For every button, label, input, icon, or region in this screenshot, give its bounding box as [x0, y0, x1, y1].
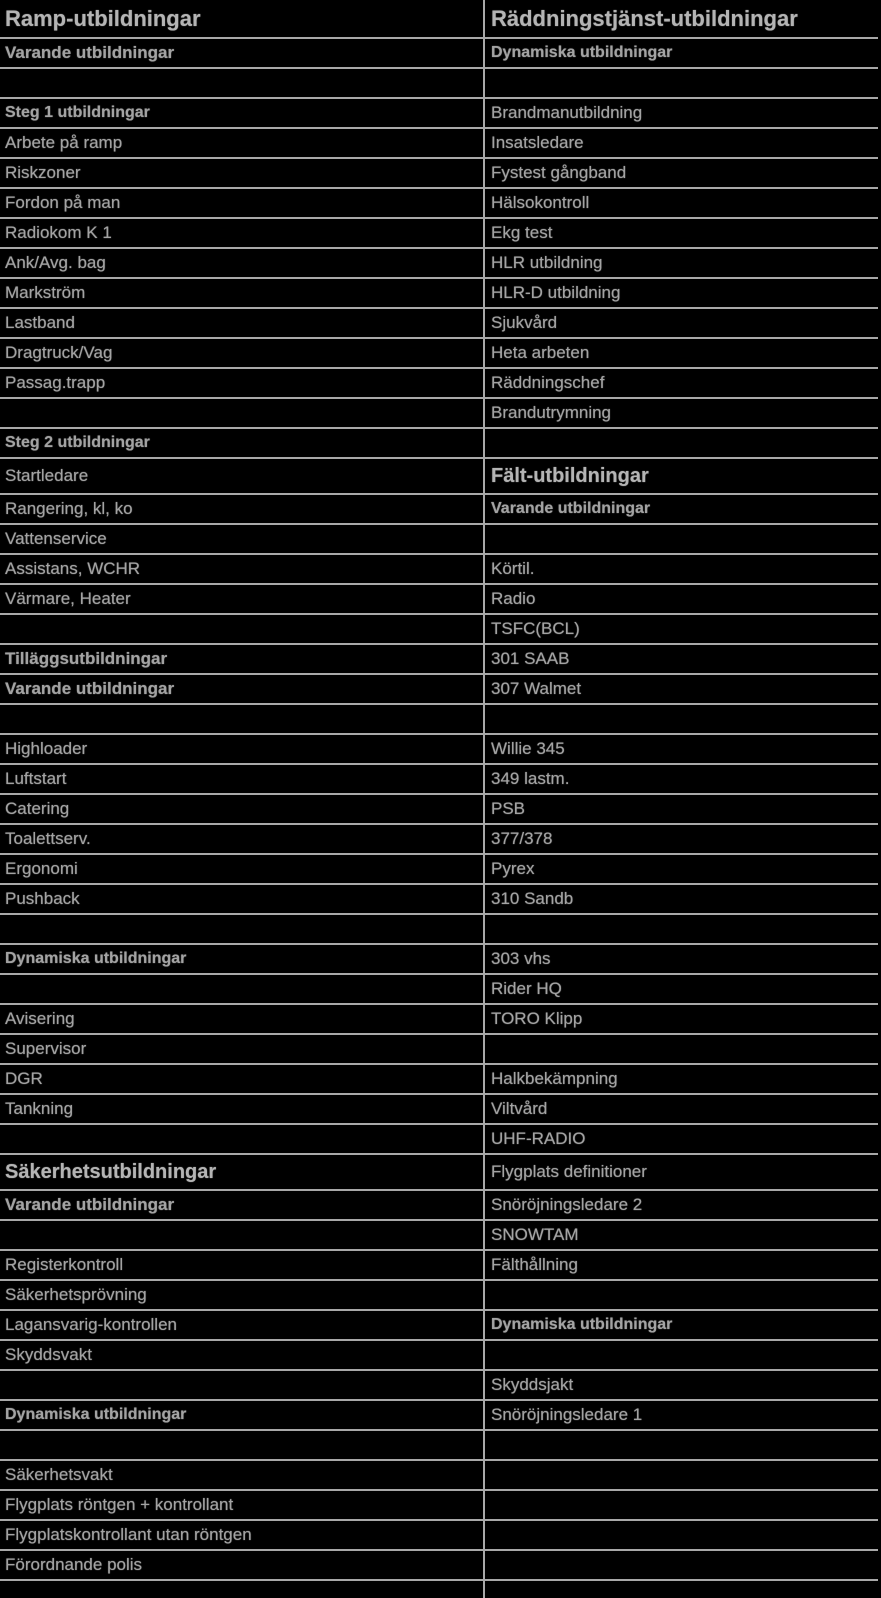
- left-cell-3: [0, 99, 483, 129]
- left-cell-4: [0, 129, 483, 159]
- left-cell-label: Varande utbildningar: [5, 43, 175, 62]
- left-cell-33: [0, 1005, 483, 1035]
- right-cell-20: [485, 615, 881, 645]
- right-cell-17: [485, 525, 881, 555]
- left-cell-50: [0, 1521, 483, 1551]
- right-cell-label: Viltvård: [491, 1099, 548, 1118]
- left-cell-label: Assistans, WCHR: [5, 559, 141, 578]
- right-cell-0: [485, 0, 881, 39]
- left-cell-2: [0, 69, 483, 99]
- right-cell-28: [485, 855, 881, 885]
- left-cell-10: [0, 309, 483, 339]
- left-cell-51: [0, 1551, 483, 1581]
- right-cell-14: [485, 429, 881, 459]
- left-cell-43: [0, 1311, 483, 1341]
- right-cell-label: Willie 345: [491, 739, 565, 758]
- right-cell-35: [485, 1065, 881, 1095]
- left-cell-26: [0, 795, 483, 825]
- right-cell-8: [485, 249, 881, 279]
- left-cell-label: Pushback: [5, 889, 80, 908]
- right-cell-15: [485, 459, 881, 495]
- right-cell-43: [485, 1311, 881, 1341]
- left-cell-38: [0, 1155, 483, 1191]
- left-cell-30: [0, 915, 483, 945]
- left-cell-label: Dynamiska utbildningar: [5, 950, 187, 967]
- right-cell-4: [485, 129, 881, 159]
- left-cell-label: Markström: [5, 283, 86, 302]
- left-cell-label: Skyddsvakt: [5, 1345, 92, 1364]
- left-cell-label: Luftstart: [5, 769, 67, 788]
- right-cell-16: [485, 495, 881, 525]
- left-cell-label: Supervisor: [5, 1039, 87, 1058]
- right-cell-label: Pyrex: [491, 859, 535, 878]
- right-cell-label: Snöröjningsledare 1: [491, 1405, 643, 1424]
- right-cell-34: [485, 1035, 881, 1065]
- right-cell-label: Dynamiska utbildningar: [491, 44, 673, 61]
- left-cell-label: Varande utbildningar: [5, 679, 175, 698]
- left-cell-label: Ank/Avg. bag: [5, 253, 106, 272]
- left-cell-label: Flygplats röntgen + kontrollant: [5, 1495, 234, 1514]
- right-cell-label: Snöröjningsledare 2: [491, 1195, 643, 1214]
- right-cell-9: [485, 279, 881, 309]
- left-cell-label: Dynamiska utbildningar: [5, 1406, 187, 1423]
- left-cell-19: [0, 585, 483, 615]
- left-cell-label: Arbete på ramp: [5, 133, 123, 152]
- left-cell-label: Catering: [5, 799, 70, 818]
- right-cell-48: [485, 1461, 881, 1491]
- left-cell-13: [0, 399, 483, 429]
- left-cell-label: Säkerhetsutbildningar: [5, 1160, 217, 1183]
- right-cell-label: 377/378: [491, 829, 553, 848]
- left-cell-37: [0, 1125, 483, 1155]
- right-cell-label: 310 Sandb: [491, 889, 574, 908]
- right-cell-label: Räddningstjänst-utbildningar: [491, 5, 798, 31]
- right-cell-label: Heta arbeten: [491, 343, 590, 362]
- left-cell-label: Radiokom K 1: [5, 223, 112, 242]
- left-cell-45: [0, 1371, 483, 1401]
- left-cell-label: Dragtruck/Vag: [5, 343, 113, 362]
- left-cell-label: DGR: [5, 1069, 43, 1088]
- left-cell-36: [0, 1095, 483, 1125]
- left-cell-32: [0, 975, 483, 1005]
- left-cell-label: Steg 2 utbildningar: [5, 434, 150, 451]
- right-cell-23: [485, 705, 881, 735]
- right-cell-11: [485, 339, 881, 369]
- left-cell-48: [0, 1461, 483, 1491]
- right-cell-label: HLR-D utbildning: [491, 283, 621, 302]
- right-cell-42: [485, 1281, 881, 1311]
- left-cell-35: [0, 1065, 483, 1095]
- left-cell-18: [0, 555, 483, 585]
- right-cell-30: [485, 915, 881, 945]
- right-cell-label: TORO Klipp: [491, 1009, 583, 1028]
- right-cell-label: Rider HQ: [491, 979, 562, 998]
- right-cell-label: Varande utbildningar: [491, 500, 651, 517]
- right-cell-label: Insatsledare: [491, 133, 584, 152]
- left-cell-21: [0, 645, 483, 675]
- right-cell-26: [485, 795, 881, 825]
- left-cell-34: [0, 1035, 483, 1065]
- left-cell-7: [0, 219, 483, 249]
- left-cell-label: Säkerhetsvakt: [5, 1465, 113, 1484]
- right-cell-47: [485, 1431, 881, 1461]
- right-cell-label: Räddningschef: [491, 373, 605, 392]
- right-cell-49: [485, 1491, 881, 1521]
- right-cell-3: [485, 99, 881, 129]
- left-cell-47: [0, 1431, 483, 1461]
- left-cell-29: [0, 885, 483, 915]
- left-cell-39: [0, 1191, 483, 1221]
- right-cell-label: Skyddsjakt: [491, 1375, 574, 1394]
- left-cell-label: Ramp-utbildningar: [5, 5, 201, 31]
- left-cell-25: [0, 765, 483, 795]
- right-cell-label: Sjukvård: [491, 313, 558, 332]
- right-cell-label: Brandutrymning: [491, 403, 612, 422]
- right-cell-13: [485, 399, 881, 429]
- right-cell-46: [485, 1401, 881, 1431]
- right-cell-label: TSFC(BCL): [491, 619, 580, 638]
- right-cell-label: Hälsokontroll: [491, 193, 590, 212]
- right-cell-10: [485, 309, 881, 339]
- left-cell-12: [0, 369, 483, 399]
- right-cell-22: [485, 675, 881, 705]
- right-cell-24: [485, 735, 881, 765]
- left-cell-17: [0, 525, 483, 555]
- left-cell-label: Toalettserv.: [5, 829, 91, 848]
- right-cell-label: 303 vhs: [491, 949, 551, 968]
- right-cell-40: [485, 1221, 881, 1251]
- left-cell-label: Highloader: [5, 739, 88, 758]
- left-cell-label: Förordnande polis: [5, 1555, 143, 1574]
- left-cell-label: Säkerhetsprövning: [5, 1285, 147, 1304]
- right-cell-33: [485, 1005, 881, 1035]
- left-cell-5: [0, 159, 483, 189]
- right-cell-label: Ekg test: [491, 223, 553, 242]
- left-cell-31: [0, 945, 483, 975]
- left-cell-label: Rangering, kl, ko: [5, 499, 133, 518]
- right-cell-51: [485, 1551, 881, 1581]
- left-cell-42: [0, 1281, 483, 1311]
- right-cell-38: [485, 1155, 881, 1191]
- right-cell-39: [485, 1191, 881, 1221]
- right-cell-37: [485, 1125, 881, 1155]
- right-cell-label: HLR utbildning: [491, 253, 603, 272]
- left-cell-24: [0, 735, 483, 765]
- left-cell-label: Varande utbildningar: [5, 1195, 175, 1214]
- right-cell-45: [485, 1371, 881, 1401]
- left-cell-28: [0, 855, 483, 885]
- right-cell-1: [485, 39, 881, 69]
- right-cell-label: Körtil.: [491, 559, 535, 578]
- right-cell-32: [485, 975, 881, 1005]
- right-cell-41: [485, 1251, 881, 1281]
- right-cell-44: [485, 1341, 881, 1371]
- left-cell-41: [0, 1251, 483, 1281]
- left-cell-0: [0, 0, 483, 39]
- left-cell-label: Värmare, Heater: [5, 589, 131, 608]
- right-cell-6: [485, 189, 881, 219]
- left-cell-label: Lastband: [5, 313, 75, 332]
- right-cell-36: [485, 1095, 881, 1125]
- left-cell-label: Riskzoner: [5, 163, 81, 182]
- left-cell-label: Flygplatskontrollant utan röntgen: [5, 1525, 252, 1544]
- right-cell-label: Flygplats definitioner: [491, 1162, 647, 1181]
- left-cell-8: [0, 249, 483, 279]
- left-cell-27: [0, 825, 483, 855]
- right-cell-label: Halkbekämpning: [491, 1069, 618, 1088]
- left-cell-label: Tankning: [5, 1099, 74, 1118]
- left-cell-15: [0, 459, 483, 495]
- right-cell-50: [485, 1521, 881, 1551]
- right-cell-label: UHF-RADIO: [491, 1129, 586, 1148]
- right-cell-label: Fält-utbildningar: [491, 464, 649, 487]
- right-cell-label: 349 lastm.: [491, 769, 570, 788]
- left-cell-label: Registerkontroll: [5, 1255, 124, 1274]
- left-cell-46: [0, 1401, 483, 1431]
- left-cell-label: Passag.trapp: [5, 373, 106, 392]
- left-cell-49: [0, 1491, 483, 1521]
- right-cell-2: [485, 69, 881, 99]
- left-cell-6: [0, 189, 483, 219]
- left-cell-14: [0, 429, 483, 459]
- right-cell-27: [485, 825, 881, 855]
- left-cell-label: Steg 1 utbildningar: [5, 104, 150, 121]
- right-cell-label: 307 Walmet: [491, 679, 582, 698]
- left-cell-1: [0, 39, 483, 69]
- right-cell-19: [485, 585, 881, 615]
- left-cell-label: Ergonomi: [5, 859, 78, 878]
- left-cell-16: [0, 495, 483, 525]
- left-cell-44: [0, 1341, 483, 1371]
- right-cell-label: Fystest gångband: [491, 163, 627, 182]
- right-cell-label: Radio: [491, 589, 536, 608]
- left-cell-20: [0, 615, 483, 645]
- right-cell-label: Dynamiska utbildningar: [491, 1316, 673, 1333]
- left-cell-label: Tilläggsutbildningar: [5, 649, 168, 668]
- right-cell-label: SNOWTAM: [491, 1225, 579, 1244]
- right-cell-21: [485, 645, 881, 675]
- right-cell-label: PSB: [491, 799, 526, 818]
- left-cell-label: Lagansvarig-kontrollen: [5, 1315, 177, 1334]
- left-cell-9: [0, 279, 483, 309]
- right-cell-18: [485, 555, 881, 585]
- right-cell-label: Fälthållning: [491, 1255, 578, 1274]
- left-cell-23: [0, 705, 483, 735]
- left-cell-label: Startledare: [5, 466, 89, 485]
- right-cell-label: Brandmanutbildning: [491, 103, 643, 122]
- left-cell-label: Vattenservice: [5, 529, 107, 548]
- left-cell-label: Avisering: [5, 1009, 75, 1028]
- left-cell-11: [0, 339, 483, 369]
- right-cell-5: [485, 159, 881, 189]
- right-cell-29: [485, 885, 881, 915]
- left-cell-label: Fordon på man: [5, 193, 121, 212]
- right-cell-25: [485, 765, 881, 795]
- left-cell-22: [0, 675, 483, 705]
- right-cell-12: [485, 369, 881, 399]
- right-cell-7: [485, 219, 881, 249]
- right-cell-label: 301 SAAB: [491, 649, 570, 668]
- right-cell-31: [485, 945, 881, 975]
- left-cell-40: [0, 1221, 483, 1251]
